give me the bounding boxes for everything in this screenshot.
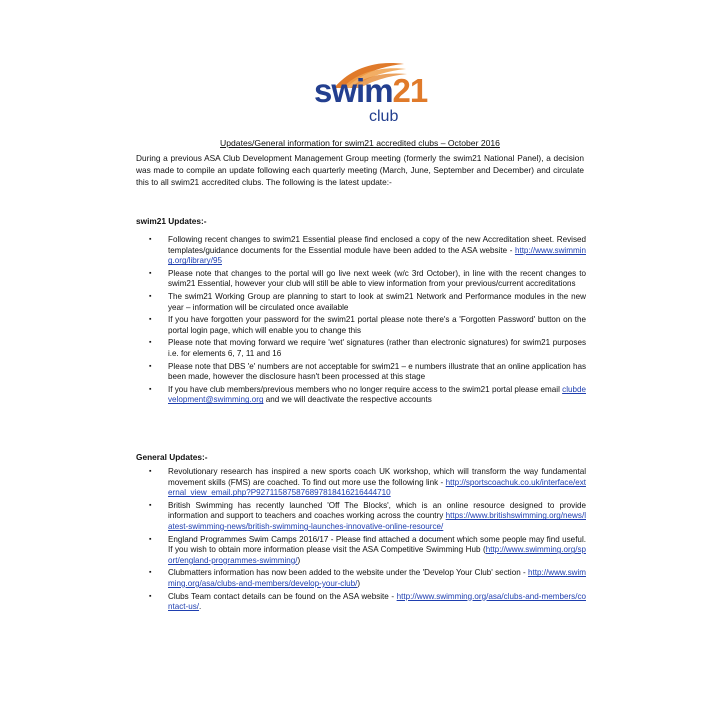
list-item-link[interactable]: http://www.swimming.org/sport/england-programmes-swimming/: [168, 545, 586, 565]
bullet-icon: ▪: [149, 592, 152, 600]
bullet-icon: ▪: [149, 569, 152, 577]
logo-brand: swim: [314, 72, 393, 109]
list-item-link[interactable]: http://www.swimming.org/library/95: [168, 245, 586, 266]
bullet-icon: ▪: [149, 535, 152, 543]
general-updates-list: [136, 467, 586, 615]
list-item-link[interactable]: clubdevelopment@swimming.org: [168, 384, 586, 405]
list-item: [136, 592, 586, 613]
list-item: [136, 315, 586, 336]
list-item-link[interactable]: http://sportscoachuk.co.uk/interface/external_view_email.php?P927115875876897818416216444710: [168, 477, 586, 498]
bullet-icon: ▪: [149, 362, 152, 370]
bullet-icon: ▪: [149, 269, 152, 277]
list-item-trailing-text: ): [357, 578, 361, 588]
list-item: [136, 467, 586, 499]
bullet-icon: ▪: [149, 468, 152, 475]
bullet-icon: ▪: [149, 236, 152, 243]
list-item-text: Please note that moving forward we require 'wet' signatures (rather than electronic signatures) for swim21 purposes i.e. for elements 6, 7, 11 and 16: [168, 338, 586, 358]
bullet-icon: ▪: [149, 316, 152, 324]
swim21-updates-list: [136, 235, 586, 408]
list-item: [136, 292, 586, 313]
logo-wordmark: [314, 72, 427, 110]
list-item: [136, 338, 586, 359]
list-item-text: England Programmes Swim Camps 2016/17 - Please find attached a document which some people may find useful. If you wish to obtain more information please visit the ASA Competitive Swimming Hub (: [168, 534, 586, 555]
section-heading-swim21-updates: swim21 Updates:-: [136, 216, 207, 226]
list-item-text: Clubmatters information has now been added to the website under the 'Develop Your Club' section -: [168, 568, 528, 578]
list-item: [136, 535, 586, 567]
list-item-trailing-text: ): [297, 555, 301, 565]
list-item-text: Please note that changes to the portal will go live next week (w/c 3rd October), in line with the recent changes to swim21 Essential, however your club will still be able to view information from your previous/current accreditations: [168, 268, 586, 289]
list-item-text: Please note that DBS 'e' numbers are not acceptable for swim21 – e numbers illustrate that an online application has been made, however the disclosure hasn't been processed at this stage: [168, 361, 586, 382]
list-item-text: The swim21 Working Group are planning to start to look at swim21 Network and Performance modules in the new year – information will be circulated once available: [168, 291, 586, 312]
logo-subtitle: club: [369, 108, 399, 125]
bullet-icon: ▪: [149, 339, 152, 347]
list-item-link[interactable]: http://www.swimming.org/asa/clubs-and-members/develop-your-club/: [168, 568, 586, 588]
list-item-text: Clubs Team contact details can be found on the ASA website -: [168, 591, 397, 601]
list-item-text: Following recent changes to swim21 Essential please find enclosed a copy of the new Accreditation sheet. Revised templates/guidance documents for the Essential module have been added to the ASA website -: [168, 235, 586, 255]
list-item-text: If you have club members/previous members who no longer require access to the swim21 portal please email: [168, 384, 563, 394]
document-title: Updates/General information for swim21 accredited clubs – October 2016: [220, 138, 500, 148]
bullet-icon: ▪: [149, 385, 152, 393]
list-item-link[interactable]: http://www.swimming.org/asa/clubs-and-members/contact-us/: [168, 591, 586, 612]
intro-paragraph: During a previous ASA Club Development Management Group meeting (formerly the swim21 National Panel), a decision was made to compile an update following each quarterly meeting (March, June, September and December) and circulate this to all swim21 accredited clubs. The following is the latest update:-: [136, 153, 584, 187]
list-item: [136, 235, 586, 267]
list-item-trailing-text: and we will deactivate the respective accounts: [263, 395, 432, 405]
list-item-text: British Swimming has recently launched 'Off The Blocks', which is an online resource designed to provide information and support to teachers and coaches working across the country: [168, 500, 586, 521]
bullet-icon: ▪: [149, 292, 152, 300]
list-item-trailing-text: .: [199, 602, 202, 612]
list-item-text: If you have forgotten your password for the swim21 portal please note there's a 'Forgotten Password' button on the portal login page, which will enable you to change this: [168, 315, 586, 335]
list-item: [136, 269, 586, 290]
list-item: [136, 385, 586, 406]
logo-brand-number: 21: [392, 72, 428, 109]
section-heading-general-updates: General Updates:-: [136, 452, 208, 462]
list-item: [136, 362, 586, 383]
swim21-club-logo: [306, 58, 426, 124]
list-item-link[interactable]: https://www.britishswimming.org/news/latest-swimming-news/british-swimming-launches-innovative-online-resource/: [168, 511, 586, 531]
list-item: [136, 501, 586, 533]
list-item-text: Revolutionary research has inspired a new sports coach UK workshop, which will transform the way fundamental movement skills (FMS) are coached. To find out more use the following link -: [168, 467, 586, 487]
list-item: [136, 568, 586, 589]
bullet-icon: ▪: [149, 501, 152, 509]
